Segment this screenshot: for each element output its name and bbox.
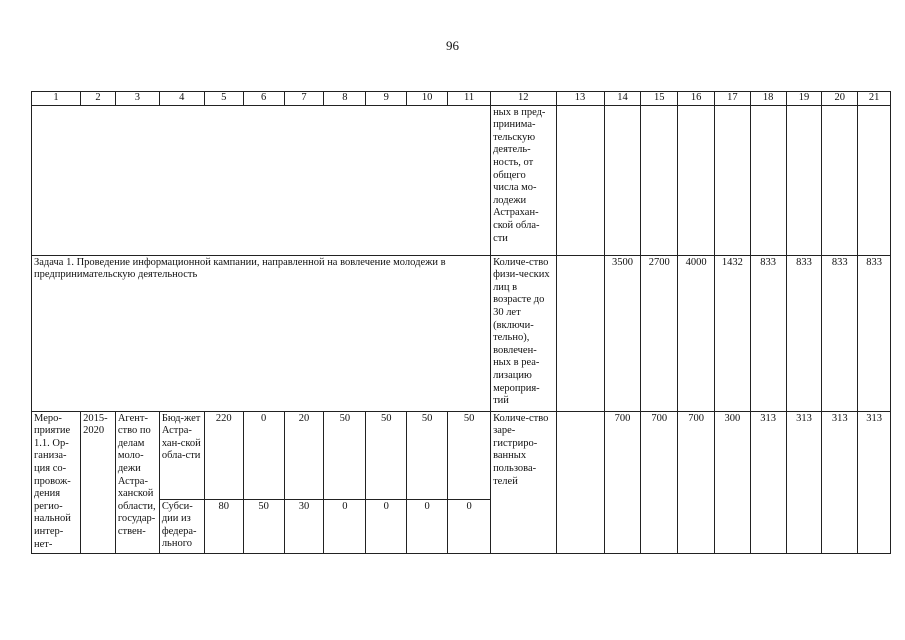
value-cell: 313 — [858, 411, 891, 553]
table-cell — [556, 411, 604, 553]
finance-cell: 0 — [448, 499, 491, 553]
table-cell — [858, 105, 891, 255]
col-header: 5 — [204, 92, 243, 106]
finance-cell: 220 — [204, 411, 243, 499]
table-cell — [556, 105, 604, 255]
col-header: 18 — [750, 92, 786, 106]
program-table — [31, 91, 891, 554]
col-header: 3 — [115, 92, 159, 106]
table-row — [32, 411, 891, 499]
table-cell — [678, 105, 715, 255]
table-cell — [786, 105, 822, 255]
empty-merged-cell — [32, 105, 491, 255]
value-cell: 700 — [604, 411, 641, 553]
table-cell — [822, 105, 858, 255]
value-cell: 313 — [750, 411, 786, 553]
funding-source: Бюд-жет Астра-хан-ской обла-сти — [159, 411, 204, 499]
col-header: 21 — [858, 92, 891, 106]
funding-source: Субси-дии из федера-льного — [159, 499, 204, 553]
finance-cell: 80 — [204, 499, 243, 553]
finance-cell: 50 — [448, 411, 491, 499]
value-cell: 833 — [822, 255, 858, 411]
period-cell: 2015-2020 — [81, 411, 116, 553]
activity-name: Меро-приятие 1.1. Ор-ганиза-ция со-провож-дения регио-нальной интер-нет- — [32, 411, 81, 553]
value-cell: 833 — [750, 255, 786, 411]
value-cell: 313 — [786, 411, 822, 553]
col-header: 16 — [678, 92, 715, 106]
indicator-cell: Количе-ство заре-гистриро-ванных пользова-телей — [491, 411, 556, 553]
col-header: 2 — [81, 92, 116, 106]
table-row — [32, 255, 891, 411]
col-header: 14 — [604, 92, 641, 106]
value-cell: 2700 — [641, 255, 678, 411]
col-header: 4 — [159, 92, 204, 106]
value-cell: 4000 — [678, 255, 715, 411]
table-row — [32, 105, 891, 255]
value-cell: 833 — [858, 255, 891, 411]
value-cell: 700 — [678, 411, 715, 553]
col-header: 10 — [407, 92, 448, 106]
col-header: 19 — [786, 92, 822, 106]
finance-cell: 0 — [243, 411, 284, 499]
finance-cell: 0 — [407, 499, 448, 553]
page-number: 96 — [446, 38, 459, 53]
finance-cell: 20 — [284, 411, 324, 499]
col-header: 6 — [243, 92, 284, 106]
col-header: 13 — [556, 92, 604, 106]
col-header: 9 — [366, 92, 407, 106]
value-cell: 1432 — [715, 255, 751, 411]
value-cell: 313 — [822, 411, 858, 553]
finance-cell: 30 — [284, 499, 324, 553]
col-header: 1 — [32, 92, 81, 106]
indicator-cell: ных в пред-принима-тельскую деятель-ность, от общего числа мо-лодежи Астрахан-ской обла-сти — [491, 105, 556, 255]
column-number-row — [32, 92, 891, 106]
finance-cell: 0 — [366, 499, 407, 553]
indicator-cell: Количе-ство физи-ческих лиц в возрасте до 30 лет (включи-тельно), вовлечен-ных в реа-лизацию мероприя-тий — [491, 255, 556, 411]
table-cell — [641, 105, 678, 255]
col-header: 20 — [822, 92, 858, 106]
finance-cell: 0 — [324, 499, 366, 553]
finance-cell: 50 — [243, 499, 284, 553]
value-cell: 3500 — [604, 255, 641, 411]
value-cell: 833 — [786, 255, 822, 411]
col-header: 15 — [641, 92, 678, 106]
col-header: 7 — [284, 92, 324, 106]
value-cell: 300 — [715, 411, 751, 553]
col-header: 8 — [324, 92, 366, 106]
task-description: Задача 1. Проведение информационной кампании, направленной на вовлечение молодежи в предпринимательскую деятельность — [32, 255, 491, 411]
col-header: 17 — [715, 92, 751, 106]
col-header: 11 — [448, 92, 491, 106]
col-header: 12 — [491, 92, 556, 106]
table-cell — [604, 105, 641, 255]
table-cell — [715, 105, 751, 255]
executor-cell: Агент-ство по делам моло-дежи Астра-ханской области, государ-ствен- — [115, 411, 159, 553]
finance-cell: 50 — [366, 411, 407, 499]
finance-cell: 50 — [324, 411, 366, 499]
table-cell — [750, 105, 786, 255]
finance-cell: 50 — [407, 411, 448, 499]
table-cell — [556, 255, 604, 411]
value-cell: 700 — [641, 411, 678, 553]
